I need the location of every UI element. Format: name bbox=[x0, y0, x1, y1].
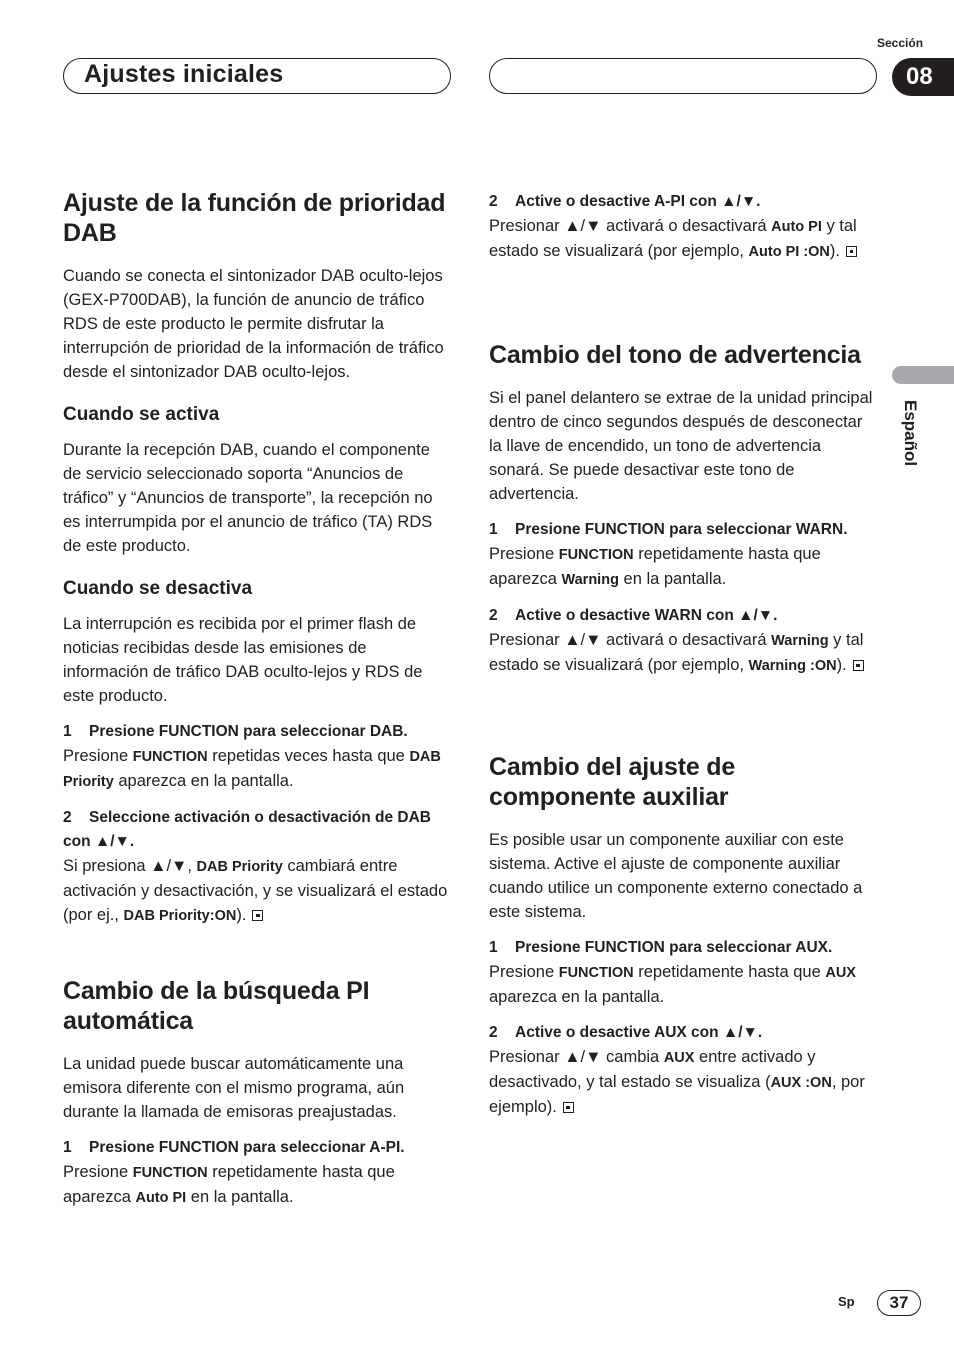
desc-text: repetidas veces hasta que bbox=[207, 747, 410, 765]
desc-text: ). bbox=[829, 242, 840, 260]
when-inactive-text: La interrupción es recibida por el primer flash de noticias recibidas desde las emisiones de información de tráfico DAB oculto-lejos y RDS de este producto. bbox=[63, 615, 423, 705]
desc-text: Presione bbox=[63, 1163, 133, 1181]
dab-step-2 bbox=[63, 806, 451, 854]
step-text: Seleccione activación o desactivación de bbox=[89, 809, 398, 826]
desc-text: entre activado y desactivado, y tal estado se visualiza ( bbox=[489, 1048, 816, 1091]
step-text: . bbox=[403, 723, 408, 740]
step-text: Active o desactive bbox=[515, 193, 654, 210]
dab-priority-intro: Cuando se conecta el sintonizador DAB oculto-lejos (GEX-P700DAB), la función de anuncio de tráfico RDS de este producto le permite disfrutar la interrupción de prioridad de la información de tráfico desde el sintonizador DAB oculto-lejos. bbox=[63, 267, 444, 381]
desc-text: Presione bbox=[489, 963, 559, 981]
end-of-section-icon bbox=[563, 1102, 574, 1113]
function-key-label: FUNCTION bbox=[132, 1165, 208, 1181]
desc-text: en la pantalla. bbox=[618, 570, 727, 588]
step-number: 2 bbox=[489, 193, 498, 210]
function-key-label: FUNCTION bbox=[558, 965, 634, 981]
step-number: 1 bbox=[489, 939, 498, 956]
display-label: Warning :ON bbox=[748, 658, 837, 674]
left-column bbox=[63, 188, 451, 1210]
section-number-badge: 08 bbox=[892, 58, 954, 96]
warn-step-1-desc bbox=[489, 542, 877, 592]
step-number: 2 bbox=[489, 607, 498, 624]
desc-text: en la pantalla. bbox=[186, 1188, 294, 1206]
desc-text: ). bbox=[836, 656, 847, 674]
desc-text: ). bbox=[236, 906, 247, 924]
step-text: con ▲/▼. bbox=[686, 1024, 763, 1041]
end-of-section-icon bbox=[846, 246, 857, 257]
step-text: Active o desactive bbox=[515, 1024, 654, 1041]
section-label: Sección bbox=[877, 36, 924, 50]
step-text: para seleccionar bbox=[238, 1139, 370, 1156]
display-label: DAB bbox=[369, 723, 404, 740]
step-text: para seleccionar bbox=[664, 521, 796, 538]
step-text: Active o desactive bbox=[515, 607, 655, 624]
section-title-auto-pi: Cambio de la búsqueda PI automática bbox=[63, 977, 370, 1035]
desc-text: y tal estado se visualizará (por ejemplo, bbox=[489, 217, 857, 260]
display-label: Warning bbox=[561, 572, 619, 588]
desc-text: , por ejemplo). bbox=[489, 1073, 865, 1116]
display-label: WARN bbox=[654, 607, 702, 624]
display-label: AUX bbox=[663, 1050, 695, 1066]
warn-step-2 bbox=[489, 604, 877, 628]
step-number: 1 bbox=[489, 521, 498, 538]
page-title: Ajustes iniciales bbox=[84, 60, 284, 88]
step-number: 2 bbox=[489, 1024, 498, 1041]
subheading-when-active: Cuando se activa bbox=[63, 404, 220, 425]
display-label: AUX bbox=[654, 1024, 687, 1041]
function-key-label: FUNCTION bbox=[558, 547, 634, 563]
step-text: Presione bbox=[89, 723, 159, 740]
step-text: . bbox=[827, 939, 833, 956]
aux-step-1 bbox=[489, 936, 877, 960]
header-blank-frame bbox=[489, 58, 877, 94]
step-text: Presione bbox=[515, 521, 585, 538]
desc-text: Presionar ▲/▼ cambia bbox=[489, 1048, 664, 1066]
display-label: Warning bbox=[771, 633, 829, 649]
api-step-2 bbox=[489, 190, 877, 214]
aux-step-2 bbox=[489, 1021, 877, 1045]
display-label: A-PI bbox=[369, 1139, 401, 1156]
warn-step-1 bbox=[489, 518, 877, 542]
aux-step-2-desc bbox=[489, 1045, 877, 1119]
api-step-1 bbox=[63, 1136, 451, 1160]
function-key-label: FUNCTION bbox=[584, 939, 665, 956]
display-label: Auto PI :ON bbox=[748, 244, 830, 260]
when-active-text: Durante la recepción DAB, cuando el componente de servicio seleccionado soporta “Anuncios de tráfico” y “Anuncios de transporte”, la recepción no es interrumpida por el anuncio de tráfico (TA) RDS de este producto. bbox=[63, 441, 433, 555]
function-key-label: FUNCTION bbox=[132, 749, 208, 765]
step-text: Presione bbox=[515, 939, 585, 956]
desc-text: Presionar ▲/▼ activará o desactivará bbox=[489, 631, 772, 649]
api-step-2-desc bbox=[489, 214, 877, 264]
step-number: 2 bbox=[63, 809, 72, 826]
section-title-warning-tone: Cambio del tono de advertencia bbox=[489, 341, 861, 369]
step-number: 1 bbox=[63, 1139, 72, 1156]
desc-text: repetidamente hasta que bbox=[633, 963, 826, 981]
auto-pi-intro: La unidad puede buscar automáticamente una emisora diferente con el mismo programa, aún durante la llamada de emisoras preajustadas. bbox=[63, 1055, 405, 1121]
step-number: 1 bbox=[63, 723, 72, 740]
api-step-1-desc bbox=[63, 1160, 451, 1210]
function-key-label: FUNCTION bbox=[158, 1139, 239, 1156]
display-label: WARN bbox=[795, 521, 844, 538]
display-label: AUX :ON bbox=[770, 1075, 832, 1091]
dab-step-2-desc bbox=[63, 854, 451, 928]
desc-text: Presione bbox=[63, 747, 133, 765]
display-label: DAB Priority bbox=[196, 859, 283, 875]
desc-text: repetidamente hasta que aparezca bbox=[489, 545, 821, 588]
step-text: para seleccionar bbox=[664, 939, 796, 956]
language-tab-bar bbox=[892, 366, 954, 384]
end-of-section-icon bbox=[853, 660, 864, 671]
function-key-label: FUNCTION bbox=[584, 521, 665, 538]
aux-step-1-desc bbox=[489, 960, 877, 1009]
desc-text: Si presiona ▲/▼, bbox=[63, 857, 197, 875]
display-label: A-PI bbox=[654, 193, 685, 210]
step-text: para seleccionar bbox=[238, 723, 370, 740]
step-text: Presione bbox=[89, 1139, 159, 1156]
step-text: con ▲/▼. bbox=[685, 193, 761, 210]
warn-step-2-desc bbox=[489, 628, 877, 678]
desc-text: aparezca en la pantalla. bbox=[489, 988, 665, 1006]
desc-text: cambiará entre activación y desactivación, y se visualizará el estado (por ej., bbox=[63, 857, 448, 924]
desc-text: Presione bbox=[489, 545, 559, 563]
dab-step-1 bbox=[63, 720, 451, 744]
display-label: DAB Priority bbox=[63, 749, 441, 790]
warning-tone-intro: Si el panel delantero se extrae de la unidad principal dentro de cinco segundos después de desconectar la llave de encendido, un tono de advertencia sonará. Se puede desactivar este tono de advertencia. bbox=[489, 389, 873, 503]
section-title-dab-priority: Ajuste de la función de prioridad DAB bbox=[63, 189, 446, 247]
desc-text: repetidamente hasta que aparezca bbox=[63, 1163, 395, 1206]
footer-language-code: Sp bbox=[838, 1294, 855, 1309]
display-label: AUX bbox=[825, 965, 856, 981]
desc-text: y tal estado se visualizará (por ejemplo, bbox=[489, 631, 864, 674]
right-column bbox=[489, 190, 877, 1119]
dab-step-1-desc bbox=[63, 744, 451, 794]
desc-text: Presionar ▲/▼ activará o desactivará bbox=[489, 217, 772, 235]
section-title-aux: Cambio del ajuste de componente auxiliar bbox=[489, 753, 736, 811]
display-label: Auto PI bbox=[771, 219, 822, 235]
subheading-when-inactive: Cuando se desactiva bbox=[63, 578, 253, 599]
desc-text: aparezca en la pantalla. bbox=[113, 772, 294, 790]
aux-intro: Es posible usar un componente auxiliar con este sistema. Active el ajuste de componente auxiliar cuando utilice un componente externo conectado a este sistema. bbox=[489, 831, 863, 921]
function-key-label: FUNCTION bbox=[158, 723, 239, 740]
display-label: DAB bbox=[397, 809, 432, 826]
end-of-section-icon bbox=[252, 910, 263, 921]
language-label: Español bbox=[901, 400, 920, 467]
display-label: AUX bbox=[795, 939, 828, 956]
step-text: . bbox=[400, 1139, 405, 1156]
step-text: con ▲/▼. bbox=[701, 607, 778, 624]
display-label: DAB Priority:ON bbox=[123, 908, 237, 924]
step-text: . bbox=[843, 521, 848, 538]
page-number: 37 bbox=[877, 1290, 921, 1316]
display-label: Auto PI bbox=[135, 1190, 187, 1206]
step-text: con ▲/▼. bbox=[63, 833, 135, 850]
